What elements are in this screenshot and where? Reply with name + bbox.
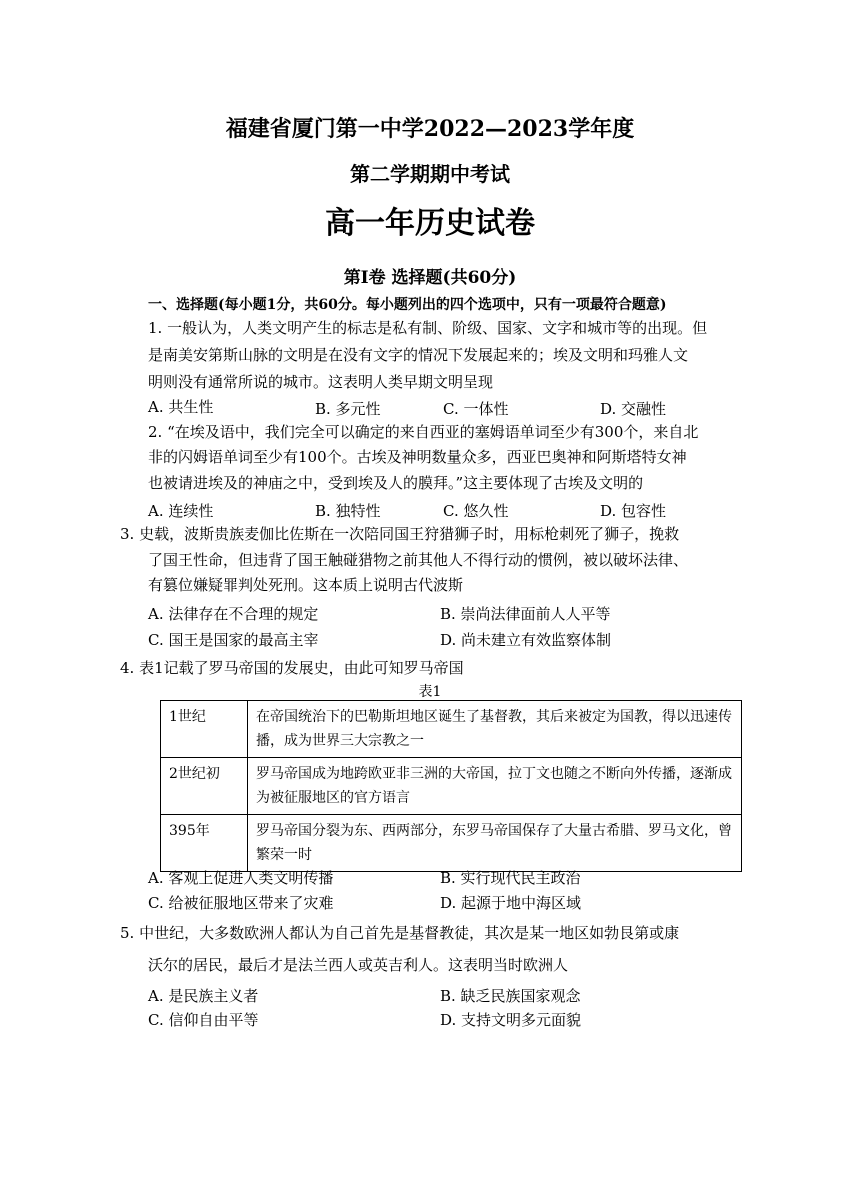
question-3-option-b: B. 崇尚法律面前人人平等	[440, 605, 611, 623]
question-2-line-2: 非的闪姆语单词至少有100个。古埃及神明数量众多，西亚巴奥神和阿斯塔特女神	[148, 448, 687, 466]
table-cell-event: 罗马帝国成为地跨欧亚非三洲的大帝国，拉丁文也随之不断向外传播，逐渐成为被征服地区的官方语言	[248, 758, 742, 815]
table-caption: 表1	[418, 684, 442, 700]
question-4-option-b: B. 实行现代民主政治	[440, 869, 581, 887]
table-row	[161, 701, 742, 758]
question-5-line-1: 5. 中世纪，大多数欧洲人都认为自己首先是基督教徒，其次是某一地区如勃艮第或康	[120, 924, 680, 942]
table-cell-event: 罗马帝国分裂为东、西两部分，东罗马帝国保存了大量古希腊、罗马文化，曾繁荣一时	[248, 815, 742, 872]
question-4-option-c: C. 给被征服地区带来了灾难	[148, 894, 334, 912]
table-row	[161, 815, 742, 872]
question-3-line-2: 了国王性命，但违背了国王触碰猎物之前其他人不得行动的惯例，被以破坏法律、	[148, 551, 689, 569]
question-3-option-d: D. 尚未建立有效监察体制	[440, 631, 612, 649]
question-4-line-1: 4. 表1记载了罗马帝国的发展史，由此可知罗马帝国	[120, 659, 464, 677]
question-3-option-c: C. 国王是国家的最高主宰	[148, 631, 319, 649]
question-5-option-a: A. 是民族主义者	[148, 987, 259, 1005]
question-4-option-a: A. 客观上促进人类文明传播	[148, 869, 334, 887]
question-2-option-a: A. 连续性	[148, 502, 214, 520]
volume-title: 第Ⅰ卷 选择题(共60分)	[343, 268, 517, 288]
table-cell-period: 1世纪	[161, 701, 248, 758]
section-title: 一、选择题(每小题1分，共60分。每小题列出的四个选项中，只有一项最符合题意)	[148, 297, 667, 313]
subject-title: 高一年历史试卷	[325, 206, 535, 241]
question-3-line-3: 有篡位嫌疑罪判处死刑。这本质上说明古代波斯	[148, 576, 464, 594]
question-1-option-c: C. 一体性	[443, 400, 509, 418]
question-2-line-1: 2. “在埃及语中，我们完全可以确定的来自西亚的塞姆语单词至少有300个，来自北	[148, 423, 699, 441]
table-row	[161, 758, 742, 815]
question-5-option-b: B. 缺乏民族国家观念	[440, 987, 581, 1005]
question-1-line-2: 是南美安第斯山脉的文明是在没有文字的情况下发展起来的；埃及文明和玛雅人文	[148, 346, 689, 364]
question-2-option-b: B. 独特性	[315, 502, 381, 520]
question-1-option-b: B. 多元性	[315, 400, 381, 418]
question-3-option-a: A. 法律存在不合理的规定	[148, 605, 319, 623]
question-5-line-2: 沃尔的居民，最后才是法兰西人或英吉利人。这表明当时欧洲人	[148, 956, 569, 974]
table-cell-period: 395年	[161, 815, 248, 872]
question-1-option-d: D. 交融性	[600, 400, 667, 418]
table-cell-period: 2世纪初	[161, 758, 248, 815]
question-2-line-3: 也被请进埃及的神庙之中，受到埃及人的膜拜。”这主要体现了古埃及文明的	[148, 474, 644, 492]
question-1-line-3: 明则没有通常所说的城市。这表明人类早期文明呈现	[148, 373, 494, 391]
question-2-option-c: C. 悠久性	[443, 502, 509, 520]
question-4-option-d: D. 起源于地中海区域	[440, 894, 582, 912]
question-2-option-d: D. 包容性	[600, 502, 667, 520]
rome-history-table	[160, 700, 742, 872]
school-year-title: 福建省厦门第一中学2022—2023学年度	[225, 116, 635, 142]
question-5-option-d: D. 支持文明多元面貌	[440, 1011, 582, 1029]
question-1-line-1: 1. 一般认为，人类文明产生的标志是私有制、阶级、国家、文字和城市等的出现。但	[148, 319, 708, 337]
question-3-line-1: 3. 史载，波斯贵族麦伽比佐斯在一次陪同国王狩猎狮子时，用标枪刺死了狮子，挽救	[120, 525, 680, 543]
exam-title: 第二学期期中考试	[350, 162, 510, 186]
question-5-option-c: C. 信仰自由平等	[148, 1011, 259, 1029]
table-cell-event: 在帝国统治下的巴勒斯坦地区诞生了基督教，其后来被定为国教，得以迅速传播，成为世界三大宗教之一	[248, 701, 742, 758]
question-1-option-a: A. 共生性	[148, 398, 214, 416]
